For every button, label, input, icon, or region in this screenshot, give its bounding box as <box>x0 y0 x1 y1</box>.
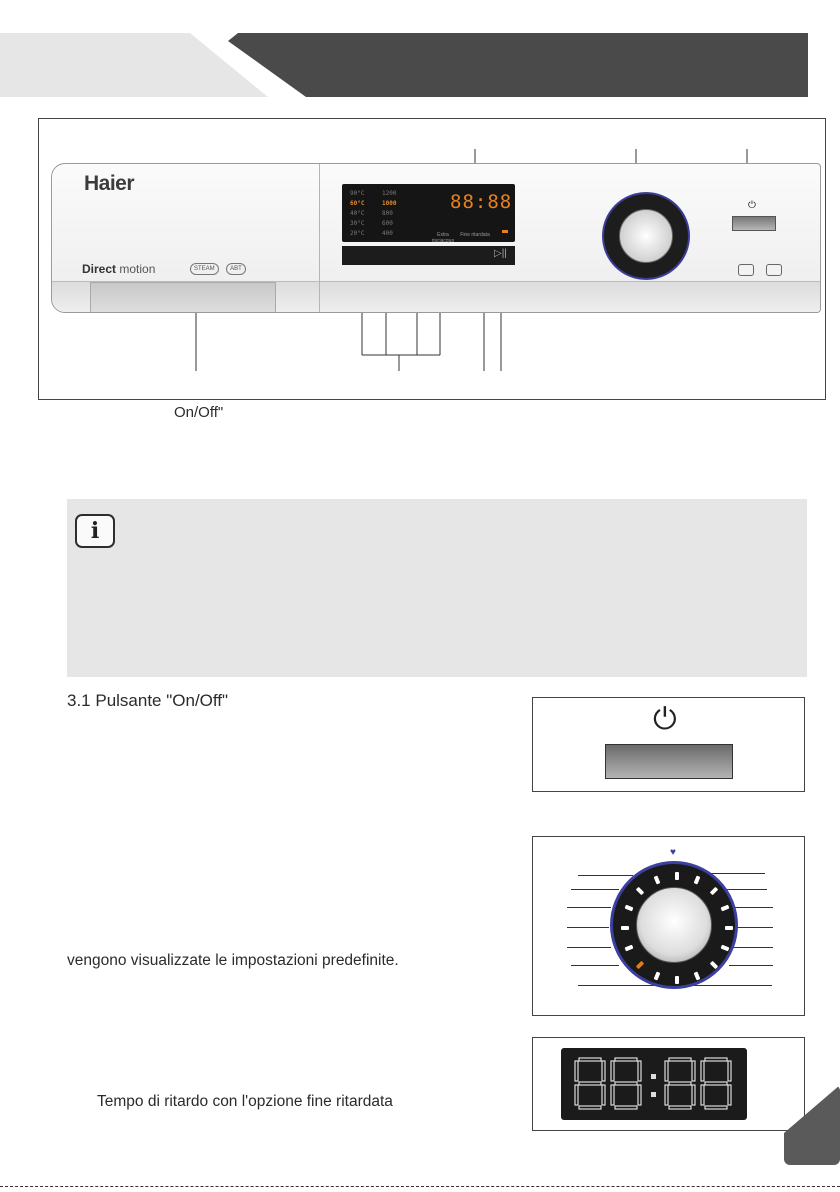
segment <box>669 1082 691 1085</box>
segment <box>705 1058 727 1061</box>
segment <box>579 1106 601 1109</box>
segment <box>728 1085 731 1105</box>
segment <box>728 1061 731 1081</box>
option-buttons-bar[interactable] <box>342 246 515 265</box>
segment <box>579 1058 601 1061</box>
knob-tick <box>654 972 661 981</box>
lcd-speed: 800 <box>382 210 393 217</box>
seven-segment-digits <box>561 1048 747 1120</box>
knob-ticks <box>533 837 805 1016</box>
power-icon: ⏻ <box>653 702 677 737</box>
lcd-speed: 1000 <box>382 200 397 207</box>
knob-tick <box>636 961 644 969</box>
segment <box>615 1082 637 1085</box>
segment <box>611 1085 614 1105</box>
lcd-temp: 40°C <box>350 210 365 217</box>
steam-icon: ♥ <box>670 847 676 858</box>
segment <box>579 1082 601 1085</box>
lcd-digits: 88:88 <box>450 191 513 213</box>
knob-tick <box>636 887 644 895</box>
power-button[interactable] <box>732 216 776 231</box>
segment <box>705 1106 727 1109</box>
header-tab-left <box>0 33 268 97</box>
knob-tick <box>710 887 718 895</box>
steam-badge: STEAM <box>190 263 219 275</box>
colon-dot <box>651 1092 656 1097</box>
segment <box>669 1106 691 1109</box>
lcd-option-extra-rinse: Extra risciacquo <box>431 232 455 244</box>
knob-tick <box>694 972 701 981</box>
segment <box>615 1106 637 1109</box>
body-text: vengono visualizzate le impostazioni predefinite. <box>67 952 399 969</box>
segment <box>638 1085 641 1105</box>
delay-text: Tempo di ritardo con l'opzione fine ritardata <box>97 1093 393 1110</box>
control-panel-figure <box>38 118 826 400</box>
knob-tick <box>694 875 701 884</box>
brand-logo: Haier <box>84 172 135 195</box>
segment <box>575 1061 578 1081</box>
lcd-indicator <box>502 230 508 233</box>
lcd-speed: 400 <box>382 230 393 237</box>
model-line <box>82 262 155 276</box>
door-slot-right <box>766 264 782 276</box>
knob-tick <box>721 945 730 952</box>
segment <box>665 1085 668 1105</box>
segment <box>701 1085 704 1105</box>
knob-tick <box>710 961 718 969</box>
model-line-bold: Direct <box>82 262 117 276</box>
segment <box>705 1082 727 1085</box>
segment <box>669 1058 691 1061</box>
segment <box>692 1061 695 1081</box>
play-pause-icon[interactable]: ▷|| <box>494 248 507 259</box>
power-button-large[interactable] <box>605 744 733 779</box>
knob-tick <box>621 926 629 930</box>
program-knob[interactable] <box>602 192 690 280</box>
program-knob-figure <box>532 836 805 1016</box>
door-slot-left <box>738 264 754 276</box>
knob-tick <box>675 872 679 880</box>
segment <box>692 1085 695 1105</box>
segment <box>615 1058 637 1061</box>
knob-tick <box>675 976 679 984</box>
lcd-temp: 20°C <box>350 230 365 237</box>
lcd-display <box>342 184 515 242</box>
segment <box>701 1061 704 1081</box>
lcd-temp: 60°C <box>350 200 365 207</box>
knob-tick <box>654 875 661 884</box>
segment <box>602 1085 605 1105</box>
section-title: 3.1 Pulsante "On/Off" <box>67 691 229 710</box>
model-line-rest: motion <box>116 262 156 276</box>
display-figure <box>532 1037 805 1131</box>
info-box <box>67 499 807 677</box>
lcd-option-delay-end: Fine ritardata <box>460 232 490 238</box>
knob-tick <box>624 905 633 912</box>
header-tab-right <box>228 33 808 97</box>
knob-tick <box>624 945 633 952</box>
lcd-speed: 600 <box>382 220 393 227</box>
appliance-panel <box>51 163 821 313</box>
knob-tick <box>725 926 733 930</box>
panel-divider <box>319 164 320 313</box>
power-button-figure <box>532 697 805 792</box>
segment <box>575 1085 578 1105</box>
display-screen <box>561 1048 747 1120</box>
page-bottom-rule <box>0 1186 840 1187</box>
power-icon: ⏻ <box>748 200 756 211</box>
abt-badge: ABT <box>226 263 246 275</box>
program-knob-cap[interactable] <box>619 209 673 263</box>
figure-caption: On/Off" <box>174 404 224 421</box>
segment <box>611 1061 614 1081</box>
info-icon: i <box>75 514 115 548</box>
colon-dot <box>651 1074 656 1079</box>
lcd-speed: 1200 <box>382 190 397 197</box>
segment <box>638 1061 641 1081</box>
feature-badges <box>190 260 249 278</box>
lcd-temp: 90°C <box>350 190 365 197</box>
knob-tick <box>721 905 730 912</box>
segment <box>602 1061 605 1081</box>
detergent-drawer[interactable] <box>90 282 276 313</box>
segment <box>665 1061 668 1081</box>
lcd-temp: 30°C <box>350 220 365 227</box>
